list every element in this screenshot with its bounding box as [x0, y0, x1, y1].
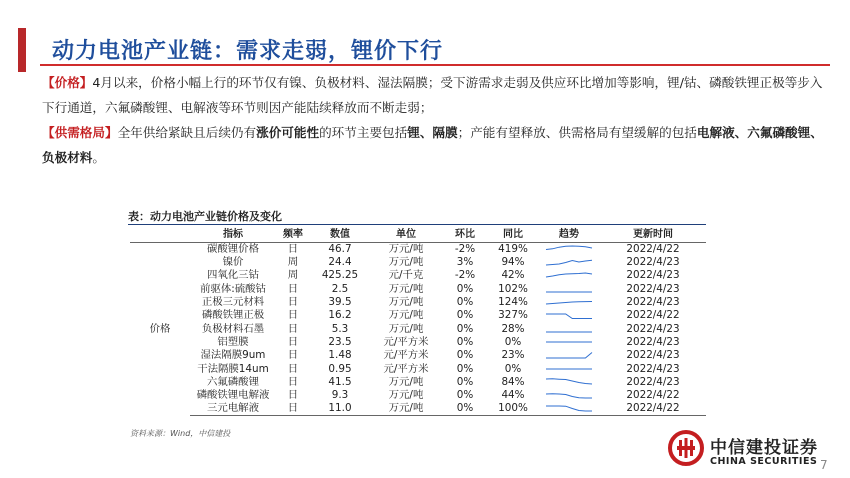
- row-unit: 万元/吨: [388, 375, 424, 388]
- row-value: 46.7: [328, 243, 352, 255]
- trend-sparkline: [545, 376, 593, 388]
- row-update-time: 2022/4/22: [626, 389, 680, 402]
- paragraph-price-tag: 【价格】: [42, 75, 93, 90]
- row-trend: [538, 322, 600, 335]
- row-frequency: 日: [287, 375, 299, 388]
- trend-sparkline: [545, 363, 593, 375]
- header-yoy: 同比: [488, 228, 538, 243]
- row-update-time: 2022/4/22: [626, 309, 680, 322]
- row-trend: [538, 349, 600, 362]
- header-indicator: 指标: [190, 228, 276, 243]
- header-mom: 环比: [442, 228, 488, 243]
- row-indicator: 四氧化三钴: [207, 269, 259, 282]
- row-value: 16.2: [328, 309, 352, 322]
- row-yoy: 0%: [504, 335, 522, 348]
- row-mom: 3%: [456, 256, 474, 269]
- row-frequency: 日: [287, 282, 299, 295]
- header-frequency: 频率: [276, 228, 310, 243]
- trend-sparkline: [545, 244, 593, 256]
- row-yoy: 28%: [501, 322, 525, 335]
- row-yoy: 100%: [488, 402, 538, 416]
- trend-sparkline: [545, 297, 593, 309]
- header-update-time: 更新时间: [600, 228, 706, 243]
- row-trend: [538, 376, 600, 389]
- row-indicator: 湿法隔膜9um: [200, 349, 266, 362]
- row-value: 39.5: [328, 296, 352, 309]
- row-frequency: 周: [287, 256, 299, 269]
- row-mom: 0%: [456, 296, 474, 309]
- trend-sparkline: [545, 403, 593, 415]
- paragraph-supply-text-3: ；产能有望释放、供需格局有望缓解的包括: [457, 125, 697, 140]
- row-yoy: 0%: [504, 362, 522, 375]
- row-yoy: 42%: [501, 269, 525, 282]
- row-mom: -2%: [454, 269, 476, 282]
- row-value: 23.5: [328, 335, 352, 348]
- trend-line: [546, 393, 592, 397]
- trend-sparkline: [545, 323, 593, 335]
- header-category: [130, 228, 190, 243]
- row-yoy: 44%: [501, 389, 525, 402]
- row-mom: 0%: [456, 375, 474, 388]
- trend-sparkline: [545, 390, 593, 402]
- row-value: 2.5: [331, 282, 349, 295]
- row-frequency: 日: [287, 362, 299, 375]
- paragraph-supply-bold-2: 锂、隔膜: [407, 125, 458, 140]
- row-mom: 0%: [456, 309, 474, 322]
- table-row: [130, 349, 706, 362]
- row-category: 价格: [149, 322, 171, 335]
- row-update-time: 2022/4/23: [626, 282, 680, 295]
- row-unit: 万元/吨: [388, 296, 424, 309]
- row-update-time: 2022/4/23: [626, 296, 680, 309]
- row-frequency: 日: [287, 349, 299, 362]
- table-row: [130, 322, 706, 335]
- table-row: [130, 402, 706, 416]
- page-number: 7: [820, 458, 828, 472]
- row-indicator: 磷酸铁锂正极: [201, 309, 265, 322]
- row-unit: 万元/吨: [388, 256, 424, 269]
- table-row: [130, 269, 706, 282]
- row-yoy: 102%: [498, 282, 528, 295]
- row-trend: [538, 402, 600, 416]
- row-indicator: 磷酸铁锂电解液: [196, 389, 270, 402]
- paragraph-supply-text-2: 的环节主要包括: [319, 125, 408, 140]
- row-yoy: 23%: [501, 349, 525, 362]
- row-frequency: 日: [287, 335, 299, 348]
- table-row: [130, 243, 706, 257]
- trend-sparkline: [545, 270, 593, 282]
- trend-line: [546, 273, 592, 277]
- title-divider: [40, 64, 830, 66]
- table-row: [130, 376, 706, 389]
- table-row: [130, 362, 706, 375]
- row-mom: 0%: [456, 389, 474, 402]
- row-indicator: 六氟磷酸锂: [207, 375, 259, 388]
- trend-line: [546, 406, 592, 411]
- row-mom: 0%: [456, 335, 474, 348]
- row-update-time: 2022/4/23: [626, 335, 680, 348]
- table-row: [130, 256, 706, 269]
- header-unit: 单位: [370, 228, 442, 243]
- row-unit: 元/平方米: [383, 362, 429, 375]
- row-mom: 0%: [456, 282, 474, 295]
- paragraph-price: [42, 70, 832, 120]
- row-trend: [538, 269, 600, 282]
- row-value: 9.3: [331, 389, 349, 402]
- row-mom: 0%: [456, 362, 474, 375]
- row-frequency: 日: [287, 322, 299, 335]
- row-mom: 0%: [442, 402, 488, 416]
- price-table: [130, 228, 706, 416]
- trend-line: [546, 246, 592, 250]
- header-trend: 趋势: [538, 228, 600, 243]
- row-update-time: 2022/4/22: [626, 243, 680, 255]
- trend-sparkline: [545, 310, 593, 322]
- table-row: [130, 296, 706, 309]
- row-unit: 万元/吨: [388, 243, 424, 255]
- row-unit: 元/平方米: [383, 349, 429, 362]
- row-trend: [538, 243, 600, 257]
- row-update-time: 2022/4/23: [626, 322, 680, 335]
- trend-line: [546, 260, 592, 265]
- row-unit: 万元/吨: [388, 389, 424, 402]
- paragraph-supply-text-1: 全年供给紧缺且后续仍有: [117, 125, 257, 140]
- row-update-time: 2022/4/22: [600, 402, 706, 416]
- row-yoy: 419%: [498, 243, 528, 255]
- row-trend: [538, 309, 600, 322]
- row-value: 11.0: [310, 402, 370, 416]
- page-title: 动力电池产业链：需求走弱，锂价下行: [52, 39, 444, 64]
- row-value: 1.48: [328, 349, 352, 362]
- row-indicator: 前驱体:硫酸钴: [200, 282, 266, 295]
- row-yoy: 124%: [498, 296, 528, 309]
- row-trend: [538, 336, 600, 349]
- row-yoy: 327%: [498, 309, 528, 322]
- row-yoy: 84%: [501, 375, 525, 388]
- table-row: [130, 336, 706, 349]
- trend-line: [546, 379, 592, 384]
- row-value: 425.25: [321, 269, 359, 282]
- table-row: [130, 389, 706, 402]
- row-indicator: 负极材料石墨: [201, 322, 265, 335]
- trend-line: [546, 352, 592, 358]
- row-frequency: 日: [287, 389, 299, 402]
- trend-sparkline: [545, 257, 593, 269]
- table-row: [130, 283, 706, 296]
- row-unit: 元/千克: [388, 269, 424, 282]
- row-value: 24.4: [328, 256, 352, 269]
- row-indicator: 正极三元材料: [201, 296, 265, 309]
- paragraph-supply-text-4: 。: [92, 150, 105, 165]
- row-frequency: 周: [287, 269, 299, 282]
- china-securities-logo-icon: [668, 430, 704, 466]
- row-value: 0.95: [328, 362, 352, 375]
- trend-sparkline: [545, 336, 593, 348]
- trend-line: [546, 314, 592, 319]
- row-trend: [538, 389, 600, 402]
- row-trend: [538, 296, 600, 309]
- row-mom: -2%: [454, 243, 476, 255]
- paragraph-price-text: 4月以来，价格小幅上行的环节仅有镍、负极材料、湿法隔膜；受下游需求走弱及供应环比增加等影响，锂/钴、磷酸铁锂正极等步入下行通道，六氟磷酸锂、电解液等环节则因产能陆续释放而不断走弱；: [42, 75, 823, 115]
- trend-line: [546, 301, 592, 304]
- table-caption: 表：动力电池产业链价格及变化: [128, 210, 282, 223]
- row-trend: [538, 362, 600, 375]
- title-accent-bar: [18, 28, 26, 72]
- table-caption-rule: [128, 224, 706, 225]
- row-update-time: 2022/4/23: [626, 375, 680, 388]
- row-update-time: 2022/4/23: [626, 256, 680, 269]
- row-unit: 万元/吨: [388, 309, 424, 322]
- row-indicator: 碳酸锂价格: [207, 243, 259, 255]
- row-frequency: 日: [287, 296, 299, 309]
- row-frequency: 日: [287, 243, 299, 255]
- paragraph-supply-bold-3: 电解液、六氟磷酸锂、负极材料: [42, 125, 823, 165]
- table-header-row: [130, 228, 706, 243]
- row-value: 5.3: [331, 322, 349, 335]
- row-indicator: 镍价: [222, 256, 244, 269]
- row-mom: 0%: [456, 349, 474, 362]
- row-update-time: 2022/4/23: [626, 349, 680, 362]
- row-mom: 0%: [456, 322, 474, 335]
- source-note: 资料来源：Wind，中信建投: [130, 429, 231, 438]
- row-indicator: 三元电解液: [190, 402, 276, 416]
- row-unit: 万元/吨: [370, 402, 442, 416]
- brand-name-cn: 中信建投证券: [710, 438, 818, 458]
- header-value: 数值: [310, 228, 370, 243]
- trend-sparkline: [545, 350, 593, 362]
- row-unit: 万元/吨: [388, 322, 424, 335]
- row-indicator: 干法隔膜14um: [197, 362, 269, 375]
- row-frequency: 日: [287, 309, 299, 322]
- row-trend: [538, 256, 600, 269]
- row-yoy: 94%: [501, 256, 525, 269]
- row-trend: [538, 283, 600, 296]
- paragraph-supply-bold-1: 涨价可能性: [256, 125, 320, 140]
- row-value: 41.5: [328, 375, 352, 388]
- trend-sparkline: [545, 283, 593, 295]
- row-unit: 元/平方米: [383, 335, 429, 348]
- paragraph-supply-tag: 【供需格局】: [42, 125, 118, 140]
- paragraph-supply-demand: [42, 120, 832, 170]
- row-update-time: 2022/4/23: [626, 362, 680, 375]
- row-frequency: 日: [276, 402, 310, 416]
- row-update-time: 2022/4/23: [626, 269, 680, 282]
- table-row: [130, 309, 706, 322]
- row-unit: 万元/吨: [388, 282, 424, 295]
- brand-name-en: CHINA SECURITIES: [710, 456, 818, 467]
- row-indicator: 铝塑膜: [217, 335, 249, 348]
